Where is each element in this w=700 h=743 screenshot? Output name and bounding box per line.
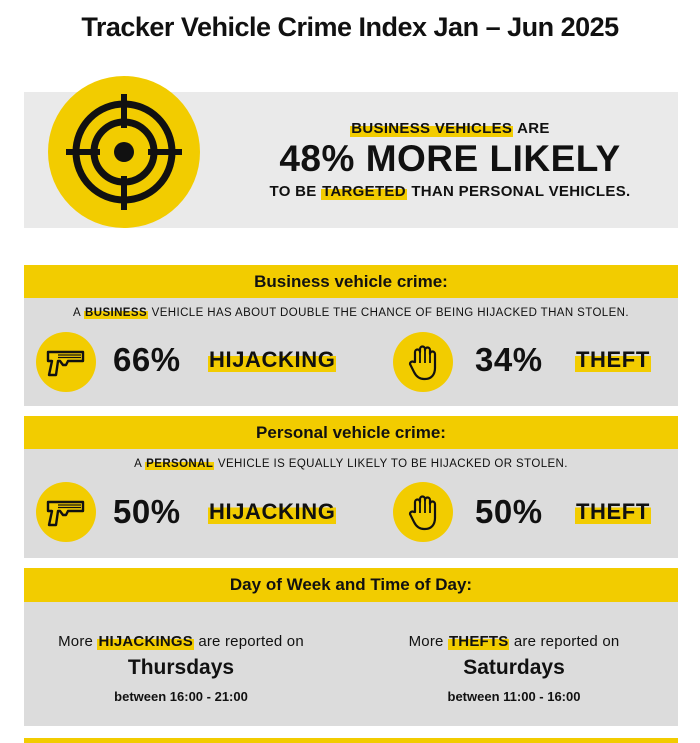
hero-headline: 48% MORE LIKELY	[279, 138, 621, 179]
business-sub-pre: A	[73, 307, 85, 319]
hero-text	[230, 120, 670, 200]
timing-heading: Day of Week and Time of Day:	[24, 568, 678, 602]
personal-theft-label-text: THEFT	[576, 499, 650, 524]
business-sub-highlight: BUSINESS	[85, 307, 148, 319]
hero-line-1-rest: ARE	[513, 120, 550, 137]
theft-day-block	[364, 633, 664, 704]
page-title: Tracker Vehicle Crime Index Jan – Jun 2025	[81, 12, 619, 42]
business-hijack-pct: 66%	[113, 341, 181, 378]
hijack-time: between 16:00 - 21:00	[114, 689, 248, 704]
business-hijack-label	[208, 347, 336, 373]
hijack-day-intro	[31, 633, 331, 650]
hero-line-1	[230, 120, 670, 137]
personal-theft-pct: 50%	[475, 493, 543, 530]
personal-panel	[24, 449, 678, 558]
hijack-intro-highlight: HIJACKINGS	[98, 633, 193, 650]
business-theft-pct: 34%	[475, 341, 543, 378]
bottom-band	[24, 738, 678, 743]
theft-intro-highlight: THEFTS	[448, 633, 509, 650]
personal-heading: Personal vehicle crime:	[24, 416, 678, 449]
theft-intro-pre: More	[408, 633, 448, 650]
hero-highlight-business: BUSINESS VEHICLES	[351, 120, 513, 137]
personal-sub-post: VEHICLE IS EQUALLY LIKELY TO BE HIJACKED OR STOLEN.	[214, 458, 568, 470]
hijack-day: Thursdays	[127, 656, 235, 679]
business-theft-label	[575, 347, 651, 373]
theft-day-intro	[364, 633, 664, 650]
hijack-day-block	[31, 633, 331, 704]
personal-hijack-label	[208, 499, 336, 525]
business-subtitle	[24, 307, 678, 319]
personal-hijack-pct: 50%	[113, 493, 181, 530]
theft-time: between 11:00 - 16:00	[447, 689, 581, 704]
hero-line-3-pre: TO BE	[269, 183, 322, 200]
personal-theft-label	[575, 499, 651, 525]
hero-highlight-targeted: TARGETED	[322, 183, 406, 200]
business-sub-post: VEHICLE HAS ABOUT DOUBLE THE CHANCE OF BEING HIJACKED THAN STOLEN.	[148, 307, 629, 319]
hijack-intro-post: are reported on	[193, 633, 304, 650]
business-theft-label-text: THEFT	[576, 347, 650, 372]
gun-icon	[36, 482, 96, 542]
hand-stop-icon	[393, 482, 453, 542]
theft-intro-post: are reported on	[509, 633, 620, 650]
personal-subtitle	[24, 458, 678, 470]
business-hijack-label-text: HIJACKING	[209, 347, 336, 372]
business-heading: Business vehicle crime:	[24, 265, 678, 298]
hijack-intro-pre: More	[58, 633, 98, 650]
hero-line-3	[230, 183, 670, 200]
hand-stop-icon	[393, 332, 453, 392]
personal-sub-highlight: PERSONAL	[146, 458, 214, 470]
hero-line-3-post: THAN PERSONAL VEHICLES.	[406, 183, 631, 200]
personal-hijack-label-text: HIJACKING	[209, 499, 336, 524]
gun-icon	[36, 332, 96, 392]
business-panel	[24, 298, 678, 406]
personal-sub-pre: A	[134, 458, 146, 470]
crosshair-icon	[48, 76, 200, 228]
timing-panel	[24, 602, 678, 726]
theft-day: Saturdays	[463, 656, 565, 679]
